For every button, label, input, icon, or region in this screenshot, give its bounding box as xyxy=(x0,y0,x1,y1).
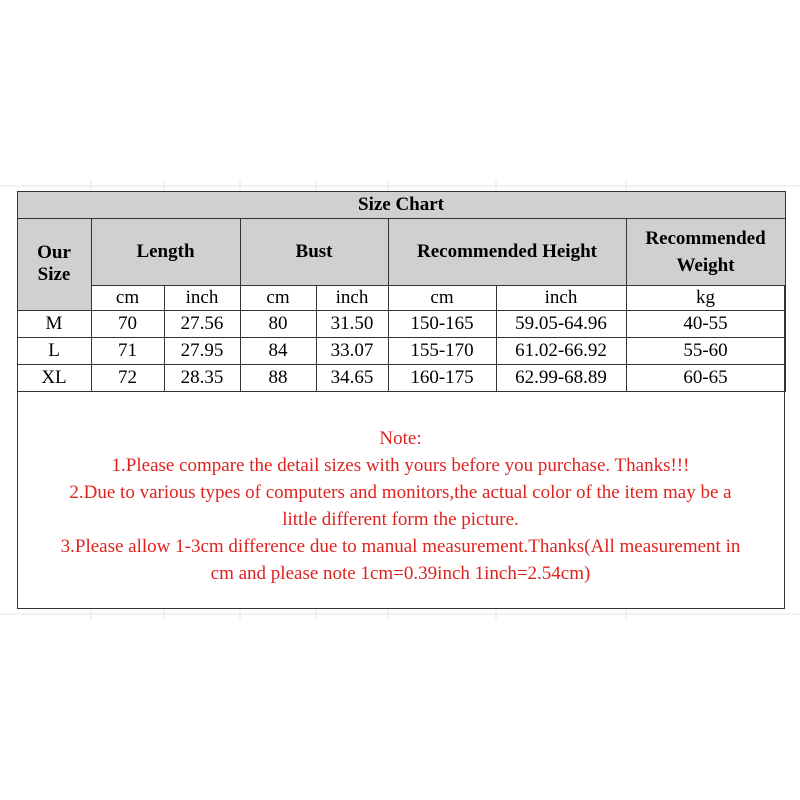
note-line: little different form the picture. xyxy=(282,509,519,530)
note-line: 1.Please compare the detail sizes with yours before you purchase. Thanks!!! xyxy=(111,455,690,476)
height-inch-cell: 59.05-64.96 xyxy=(496,310,626,337)
weight-kg-cell: 55-60 xyxy=(626,337,785,364)
chart-title: Size Chart xyxy=(17,191,785,218)
unit-length-inch: inch xyxy=(164,285,240,310)
size-cell: XL xyxy=(17,364,91,391)
notes xyxy=(18,425,783,587)
bust-inch-cell: 31.50 xyxy=(316,310,388,337)
header-length: Length xyxy=(91,218,240,285)
weight-kg-cell: 40-55 xyxy=(626,310,785,337)
bust-cm-cell: 88 xyxy=(240,364,316,391)
length-cm-cell: 72 xyxy=(91,364,164,391)
header-recommended-weight: Recommended Weight xyxy=(626,218,785,285)
height-inch-cell: 61.02-66.92 xyxy=(496,337,626,364)
note-line: 2.Due to various types of computers and monitors,the actual color of the item may be a xyxy=(69,482,732,503)
height-cm-cell: 155-170 xyxy=(388,337,496,364)
height-inch-cell: 62.99-68.89 xyxy=(496,364,626,391)
size-cell: L xyxy=(17,337,91,364)
length-inch-cell: 28.35 xyxy=(164,364,240,391)
bust-inch-cell: 34.65 xyxy=(316,364,388,391)
length-inch-cell: 27.95 xyxy=(164,337,240,364)
header-bust: Bust xyxy=(240,218,388,285)
note-heading: Note: xyxy=(379,428,422,449)
table-row xyxy=(17,310,785,337)
size-table xyxy=(17,191,786,392)
height-cm-cell: 160-175 xyxy=(388,364,496,391)
table-row xyxy=(17,364,785,391)
header-recommended-height: Recommended Height xyxy=(388,218,626,285)
size-cell: M xyxy=(17,310,91,337)
unit-weight-kg: kg xyxy=(626,285,785,310)
note-line: 3.Please allow 1-3cm difference due to manual measurement.Thanks(All measurement in xyxy=(60,536,741,557)
bust-cm-cell: 84 xyxy=(240,337,316,364)
unit-bust-inch: inch xyxy=(316,285,388,310)
height-cm-cell: 150-165 xyxy=(388,310,496,337)
note-line: cm and please note 1cm=0.39inch 1inch=2.54cm) xyxy=(210,563,591,584)
length-cm-cell: 71 xyxy=(91,337,164,364)
header-our-size: Our Size xyxy=(17,218,91,310)
length-inch-cell: 27.56 xyxy=(164,310,240,337)
unit-height-cm: cm xyxy=(388,285,496,310)
unit-height-inch: inch xyxy=(496,285,626,310)
weight-kg-cell: 60-65 xyxy=(626,364,785,391)
table-row xyxy=(17,337,785,364)
length-cm-cell: 70 xyxy=(91,310,164,337)
size-chart xyxy=(17,191,785,609)
bust-cm-cell: 80 xyxy=(240,310,316,337)
unit-bust-cm: cm xyxy=(240,285,316,310)
bust-inch-cell: 33.07 xyxy=(316,337,388,364)
unit-length-cm: cm xyxy=(91,285,164,310)
